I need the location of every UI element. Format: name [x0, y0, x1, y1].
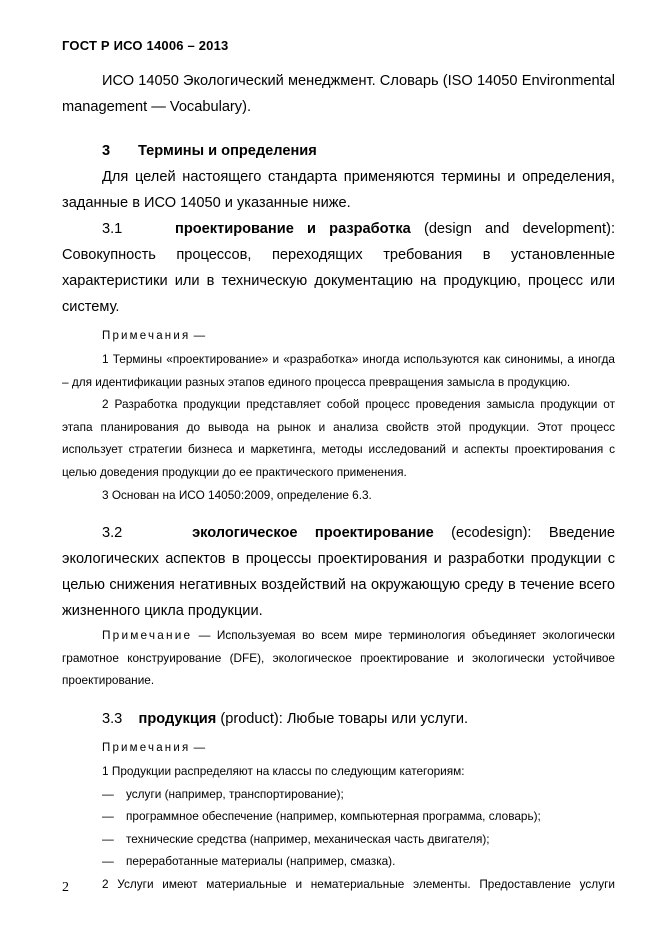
- notes-title: Примечания —: [102, 741, 206, 754]
- section-title: Термины и определения: [138, 143, 317, 159]
- term-name: продукция: [138, 710, 217, 727]
- page-number: 2: [62, 880, 69, 895]
- note-item: [62, 624, 615, 692]
- term-3-3: [62, 706, 615, 732]
- notes-title: Примечания —: [102, 330, 206, 342]
- list-item: — программное обеспечение (например, компьютерная программа, словарь);: [102, 809, 541, 824]
- term-name: проектирование и разработка: [175, 221, 411, 237]
- note-item: 2 Услуги имеют материальные и нематериальные элементы. Предоставление услуги: [102, 876, 615, 891]
- note-item: 1 Продукции распределяют на классы по следующим категориям:: [102, 763, 465, 778]
- section-3-text: Для целей настоящего стандарта применяются термины и определения, заданные в ИСО 14050 и указанные ниже.: [62, 169, 615, 211]
- document-header: ГОСТ Р ИСО 14006 – 2013: [62, 38, 229, 53]
- page-content: [62, 68, 615, 896]
- term-number: 3.3: [102, 710, 123, 727]
- note-label: Примечание: [102, 628, 193, 643]
- list-item: — технические средства (например, механическая часть двигателя);: [102, 831, 490, 846]
- term-name: экологическое проектирование: [192, 525, 434, 542]
- term-number: 3.1: [102, 221, 123, 237]
- term-definition: (ecodesign): Введение экологических аспектов в процессы проектирования и разработки продукции с целью снижения негативных воздействий на окружающую среду в течение всего жизненного цикла продукции.: [62, 525, 615, 620]
- list-item: — услуги (например, транспортирование);: [102, 786, 344, 801]
- section-3-heading: [62, 138, 615, 164]
- term-3-2: [62, 520, 615, 624]
- term-3-1: [62, 216, 615, 320]
- note-item: 1 Термины «проектирование» и «разработка» иногда используются как синонимы, а иногда – для идентификации разных этапов единого процесса превращения замысла в продукцию.: [62, 352, 615, 389]
- note-item: 2 Разработка продукции представляет собой процесс проведения замысла продукции от этапа планирования до вывода на рынок и анализа свойств этой продукции. Этот процесс использует стратегии бизнеса и маркетинга, методы исследований и аспекты проектирования с целью доведения продукции до ее практического применения.: [62, 397, 615, 479]
- intro-paragraph: ИСО 14050 Экологический менеджмент. Словарь (ISO 14050 Environmental management — Vocabulary).: [62, 73, 615, 115]
- note-item: 3 Основан на ИСО 14050:2009, определение 6.3.: [102, 487, 372, 502]
- list-item: — переработанные материалы (например, смазка).: [102, 854, 396, 869]
- section-number: 3: [102, 143, 111, 159]
- term-definition: (design and development): Совокупность процессов, переходящих требования в установленные характеристики или в техническую документацию на продукцию, процесс или систему.: [62, 221, 616, 315]
- term-definition: (product): Любые товары или услуги.: [216, 710, 469, 727]
- note-text: — Используемая во всем мире терминология объединяет экологически грамотное конструирование (DFE), экологическое проектирование и экологически устойчивое проектирование.: [62, 628, 615, 688]
- term-number: 3.2: [102, 525, 123, 542]
